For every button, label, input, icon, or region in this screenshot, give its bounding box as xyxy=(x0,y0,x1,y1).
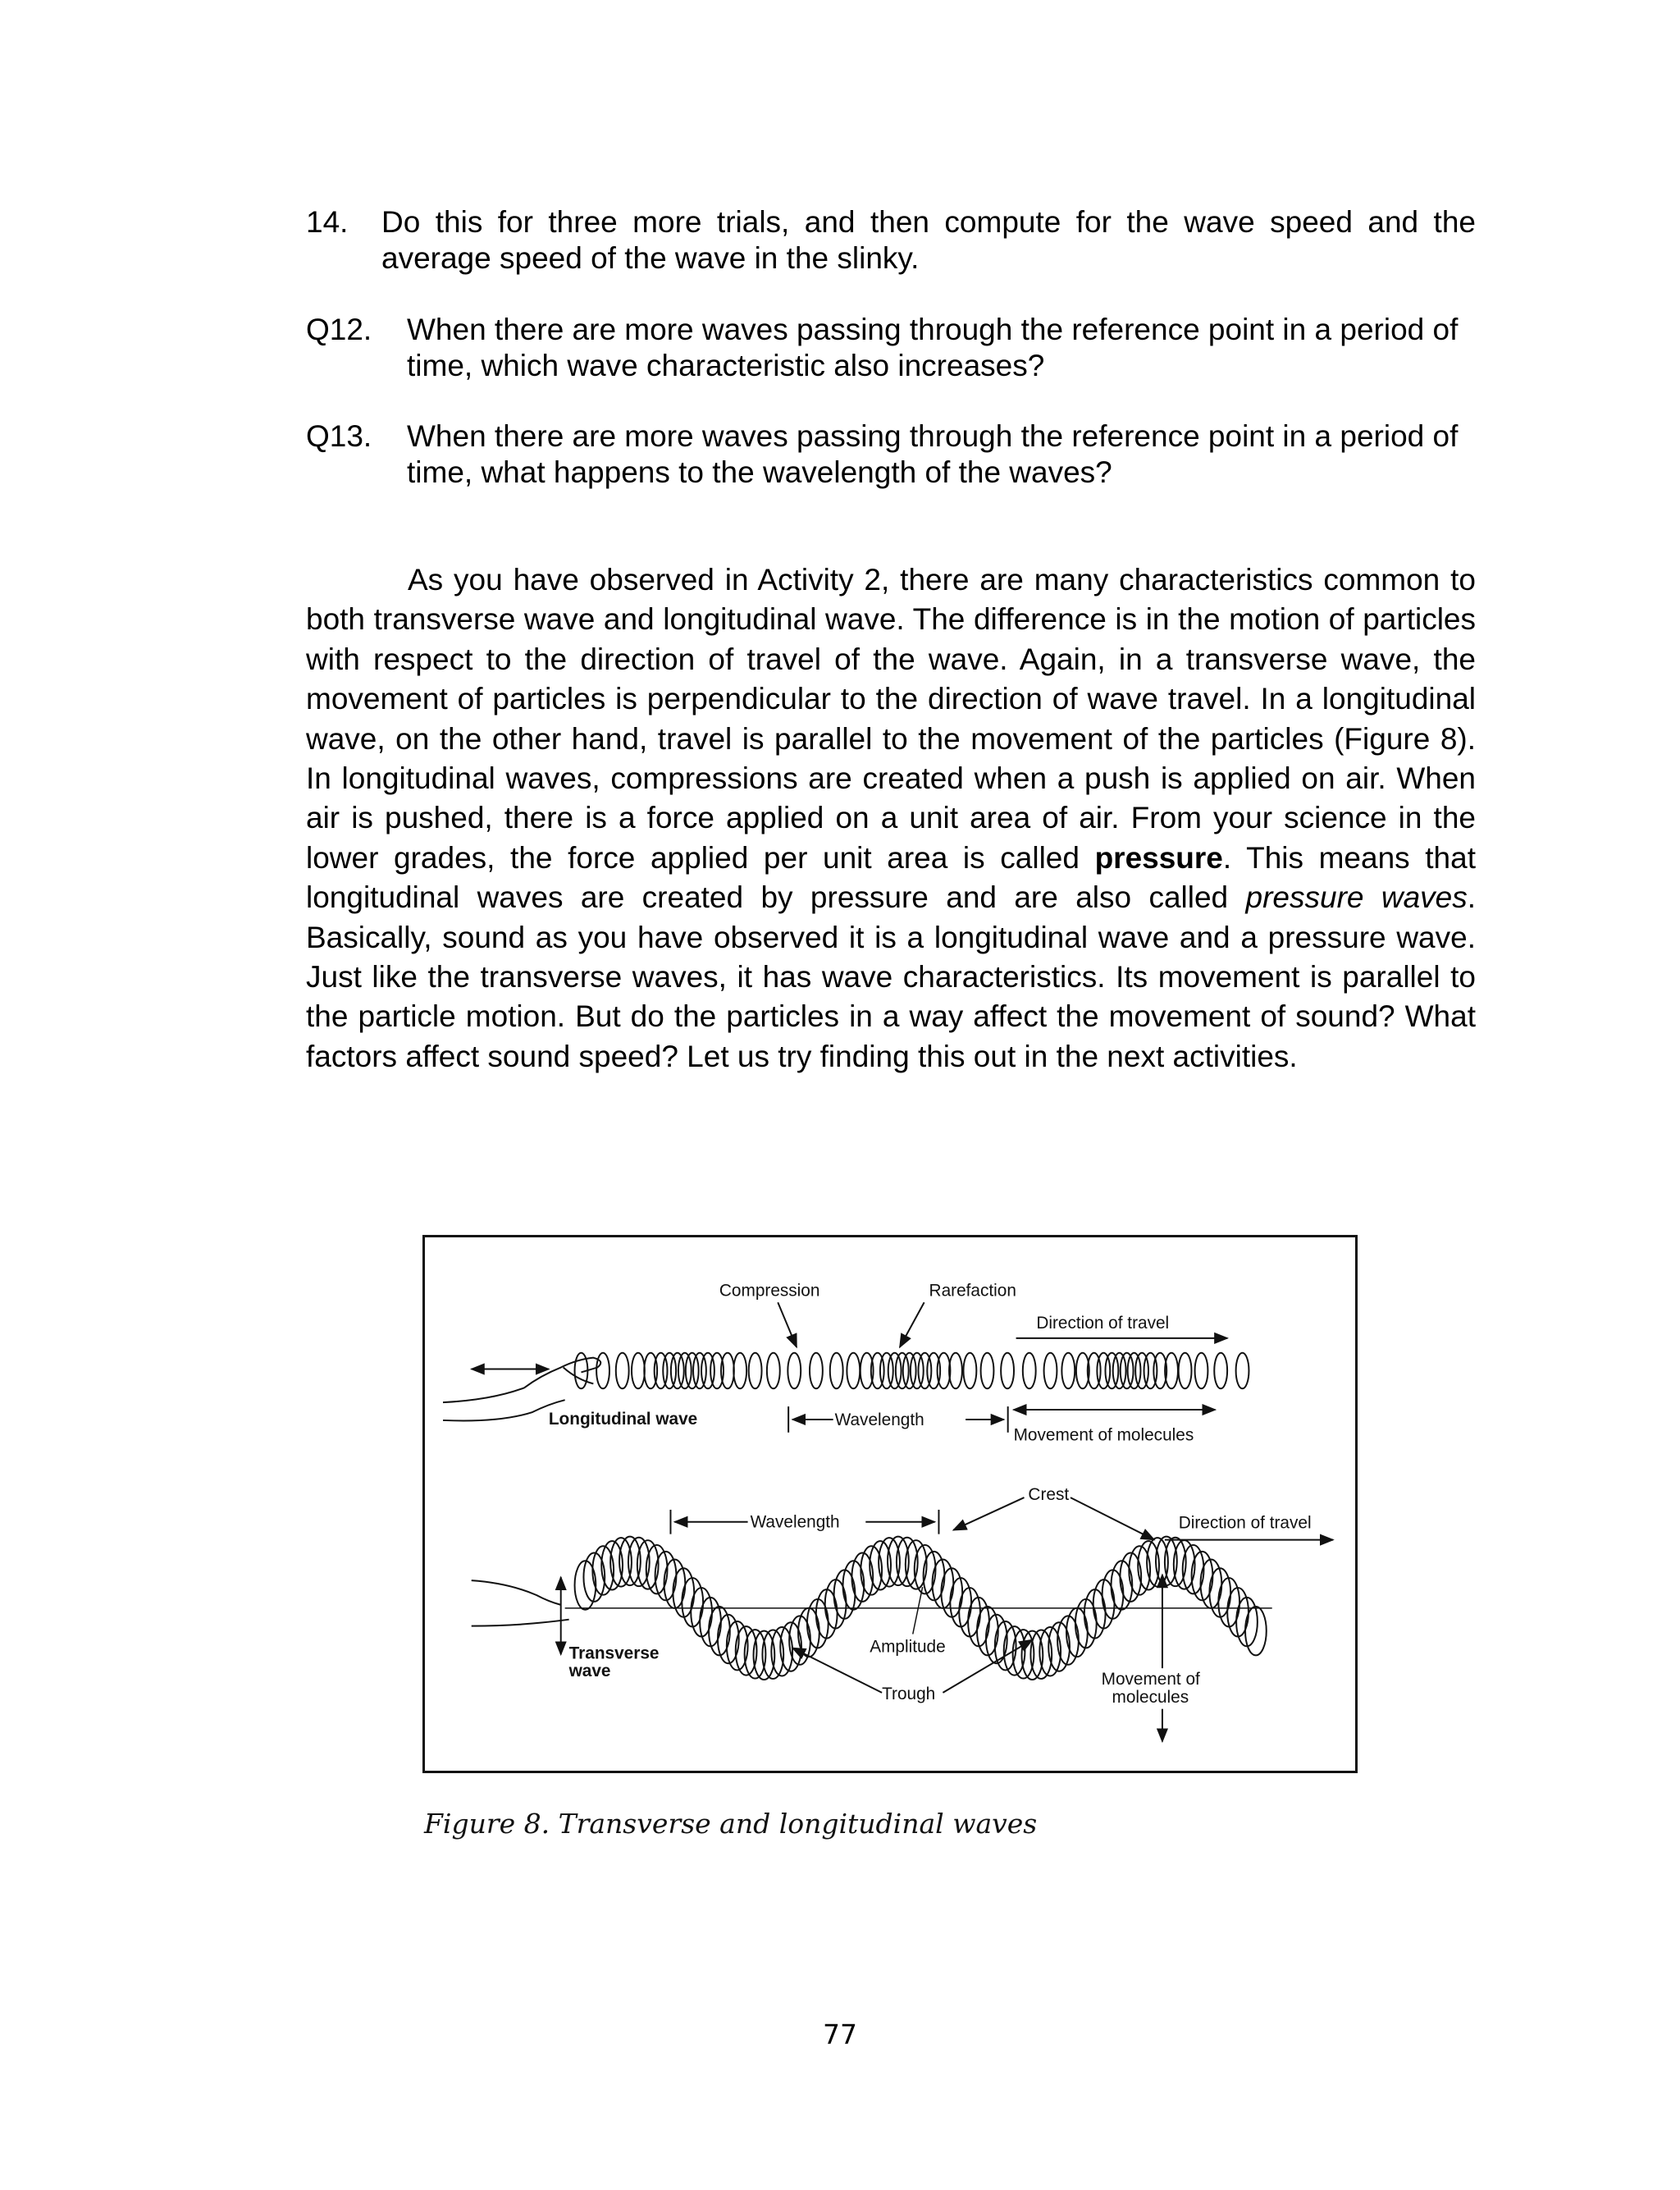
compression-pointer xyxy=(778,1302,797,1346)
slinky-coil xyxy=(896,1353,909,1389)
crest-pointer-left xyxy=(953,1497,1024,1530)
label-direction-of-travel-top: Direction of travel xyxy=(1036,1313,1170,1333)
slinky-coil xyxy=(880,1353,893,1389)
slinky-coil xyxy=(644,1353,657,1389)
figure-waves-diagram xyxy=(422,1235,1358,1773)
trough-pointer-right xyxy=(943,1639,1032,1692)
trough-pointer-left xyxy=(792,1648,882,1692)
question-text: When there are more waves passing through the reference point in a period of time, what happens to the wavelength of the waves? xyxy=(407,419,1459,489)
slinky-coil xyxy=(927,1353,940,1389)
step-14 xyxy=(306,204,1476,278)
step-number: 14. xyxy=(306,205,349,239)
page-number: 77 xyxy=(823,2019,857,2051)
slinky-coil xyxy=(632,1353,645,1389)
label-wavelength-bottom: Wavelength xyxy=(750,1512,840,1532)
question-text: When there are more waves passing through the reference point in a period of time, which wave characteristic also increases? xyxy=(407,313,1459,382)
waves-illustration xyxy=(425,1237,1355,1771)
label-wavelength-top: Wavelength xyxy=(834,1410,924,1429)
transverse-hand xyxy=(472,1580,569,1625)
slinky-coil xyxy=(1113,1353,1126,1389)
slinky-coil xyxy=(671,1353,684,1389)
slinky-coil xyxy=(981,1353,994,1389)
slinky-coil xyxy=(1121,1353,1134,1389)
slinky-coil xyxy=(788,1353,801,1389)
slinky-coil xyxy=(830,1353,843,1389)
slinky-coil xyxy=(1236,1353,1249,1389)
question-q12 xyxy=(306,312,1476,386)
label-amplitude: Amplitude xyxy=(870,1637,946,1657)
figure-caption: Figure 8. Transverse and longitudinal waves xyxy=(424,1808,1038,1840)
bold-term-pressure: pressure xyxy=(1094,840,1223,875)
slinky-coil xyxy=(1179,1353,1192,1389)
italic-term-pressure-waves: pressure waves xyxy=(1245,880,1468,915)
label-direction-of-travel-bottom: Direction of travel xyxy=(1178,1513,1312,1533)
question-number: Q12. xyxy=(306,313,372,346)
label-movement-top: Movement of molecules xyxy=(1013,1425,1194,1445)
slinky-coil xyxy=(1023,1353,1036,1389)
longitudinal-slinky xyxy=(575,1353,1249,1389)
slinky-coil xyxy=(911,1353,924,1389)
label-longitudinal-wave: Longitudinal wave xyxy=(548,1409,698,1429)
crest-pointer-right xyxy=(1071,1497,1154,1540)
slinky-coil xyxy=(1001,1353,1014,1389)
label-movement-bottom-line-1: Movement of xyxy=(1101,1669,1200,1689)
body-paragraph xyxy=(306,560,1476,1077)
label-transverse-line-2: wave xyxy=(568,1662,611,1681)
slinky-coil xyxy=(1097,1353,1110,1389)
label-transverse-line-1: Transverse xyxy=(568,1644,660,1663)
amplitude-pointer xyxy=(913,1587,923,1634)
slinky-coil xyxy=(1061,1353,1075,1389)
label-trough: Trough xyxy=(882,1684,936,1703)
label-rarefaction: Rarefaction xyxy=(929,1281,1016,1301)
slinky-coil xyxy=(847,1353,860,1389)
slinky-coil xyxy=(733,1353,746,1389)
slinky-coil xyxy=(1214,1353,1227,1389)
slinky-coil xyxy=(1245,1607,1267,1655)
paragraph-part-3: . Basically, sound as you have observed it is a longitudinal wave and a pressure wave. Just like the transverse waves, it has wave characteristics. Its movement is parallel to the particle motion. But do the particles in a way affect the movement of sound? What factors affect sound speed? Let us try finding this out in the next activities. xyxy=(306,880,1477,1073)
slinky-coil xyxy=(963,1353,976,1389)
slinky-coil xyxy=(1195,1353,1208,1389)
slinky-coil xyxy=(1105,1353,1118,1389)
slinky-coil xyxy=(749,1353,762,1389)
question-q13 xyxy=(306,418,1476,492)
paragraph-part-2: . This means that longitudinal waves are created by pressure and are also called xyxy=(306,840,1476,915)
paragraph-part-1: As you have observed in Activity 2, there are many characteristics common to both transverse wave and longitudinal wave. The difference is in the motion of particles with respect to the direction of travel of the wave. Again, in a transverse wave, the movement of particles is perpendicular to the direction of wave travel. In a longitudinal wave, on the other hand, travel is parallel to the movement of the particles (Figure 8). In longitudinal waves, compressions are created when a push is applied on air. When air is pushed, there is a force applied on a unit area of air. From your science in the lower grades, the force applied per unit area is called xyxy=(306,563,1476,875)
step-text: Do this for three more trials, and then compute for the wave speed and the average speed of the wave in the slinky. xyxy=(381,205,1476,275)
slinky-coil xyxy=(767,1353,780,1389)
slinky-coil xyxy=(949,1353,962,1389)
slinky-coil xyxy=(693,1353,706,1389)
slinky-coil xyxy=(616,1353,629,1389)
rarefaction-pointer xyxy=(900,1302,924,1346)
label-movement-bottom-line-2: molecules xyxy=(1112,1687,1189,1707)
slinky-coil xyxy=(810,1353,823,1389)
slinky-coil xyxy=(888,1353,902,1389)
slinky-coil xyxy=(1044,1353,1057,1389)
slinky-coil xyxy=(663,1353,676,1389)
question-number: Q13. xyxy=(306,419,372,453)
label-compression: Compression xyxy=(719,1281,820,1301)
slinky-coil xyxy=(596,1353,609,1389)
label-crest: Crest xyxy=(1028,1485,1070,1505)
